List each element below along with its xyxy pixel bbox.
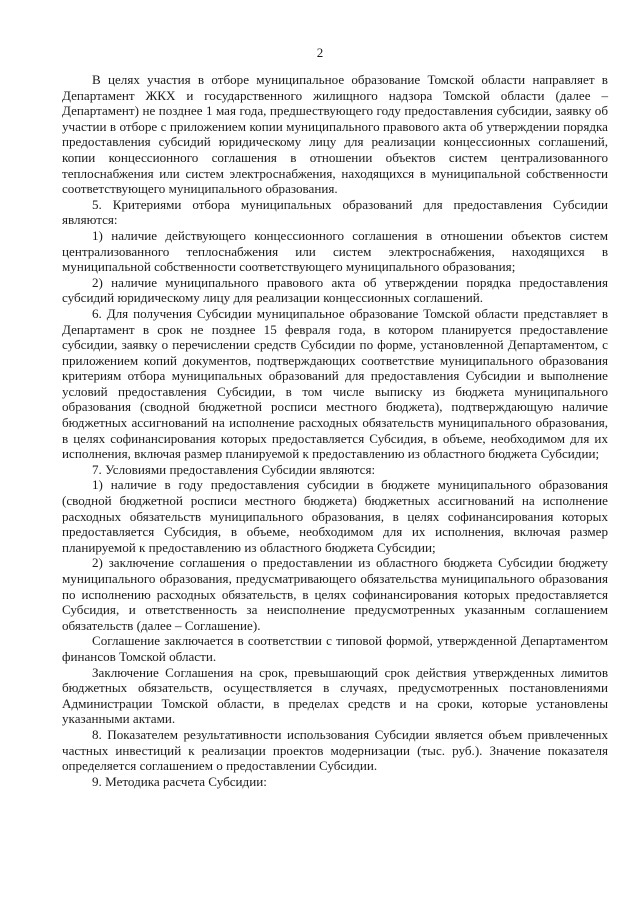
paragraph-agreement-term: Заключение Соглашения на срок, превышающий срок действия утвержденных лимитов бюджетных обязательств, осуществляется в случаях, предусмотренных постановлениями Администрации Томской области, в пределах средств и на сроки, которые установлены указанными актами.	[62, 664, 608, 727]
paragraph-item-5: 5. Критериями отбора муниципальных образований для предоставления Субсидии являются:	[62, 196, 608, 228]
paragraph-item-7-1: 1) наличие в году предоставления субсидии в бюджете муниципального образования (сводной бюджетной росписи местного бюджета) бюджетных ассигнований на исполнение расходных обязательств муниципального образования, в целях софинансирования которых предоставляется Субсидия, в объеме, необходимом для их исполнения, включая размер планируемой к предоставлению из областного бюджета Субсидии;	[62, 477, 608, 555]
paragraph-item-8: 8. Показателем результативности использования Субсидии является объем привлеченных частных инвестиций к реализации проектов модернизации (тыс. руб.). Значение показателя определяется соглашением о предоставлении Субсидии.	[62, 726, 608, 774]
paragraph-item-5-1: 1) наличие действующего концессионного соглашения в отношении объектов систем централизованного теплоснабжения или систем электроснабжения, находящихся в муниципальной собственности соответствующего муниципального образования;	[62, 227, 608, 275]
paragraph-item-7: 7. Условиями предоставления Субсидии являются:	[92, 461, 376, 477]
page-number: 2	[316, 45, 324, 60]
paragraph-application-procedure: В целях участия в отборе муниципальное образование Томской области направляет в Департамент ЖКХ и государственного жилищного надзора Томской области (далее – Департамент) не позднее 1 мая года, предшествующего году предоставления субсидии, заявку об участии в отборе с приложением копии муниципального правового акта об утверждении порядка предоставления субсидий юридическому лицу для реализации концессионных соглашений, копии концессионного соглашения в отношении объектов систем централизованного теплоснабжения или систем электроснабжения, находящихся в муниципальной собственности соответствующего муниципального образования.	[62, 72, 608, 197]
paragraph-agreement-form: Соглашение заключается в соответствии с типовой формой, утвержденной Департаментом финансов Томской области.	[62, 633, 608, 664]
document-body	[62, 72, 608, 789]
paragraph-item-5-2: 2) наличие муниципального правового акта об утверждении порядка предоставления субсидий юридическому лицу для реализации концессионных соглашений.	[62, 274, 608, 306]
paragraph-item-6: 6. Для получения Субсидии муниципальное образование Томской области представляет в Департамент в срок не позднее 15 февраля года, в котором планируется предоставление субсидии, заявку о перечислении средств Субсидии по форме, установленной Департаментом, с приложением копий документов, подтверждающих соответствие муниципального образования критериям отбора муниципальных образований для предоставления Субсидии и выполнение условий предоставления Субсидии, в том числе выписку из бюджета муниципального образования (сводной бюджетной росписи местного бюджета), подтверждающую наличие бюджетных ассигнований на исполнение расходных обязательств муниципального образования, в целях софинансирования которых предоставляется Субсидия, в объеме, необходимом для их исполнения, включая размер планируемой к предоставлению из областного бюджета Субсидии;	[62, 305, 608, 462]
paragraph-item-9: 9. Методика расчета Субсидии:	[92, 773, 267, 789]
paragraph-item-7-2: 2) заключение соглашения о предоставлении из областного бюджета Субсидии бюджету муниципального образования, предусматривающего обязательства муниципального образования по исполнению расходных обязательств, в целях софинансирования которых предоставляется Субсидия, и ответственность за неисполнение предусмотренных указанным соглашением обязательств (далее – Соглашение).	[62, 555, 608, 633]
